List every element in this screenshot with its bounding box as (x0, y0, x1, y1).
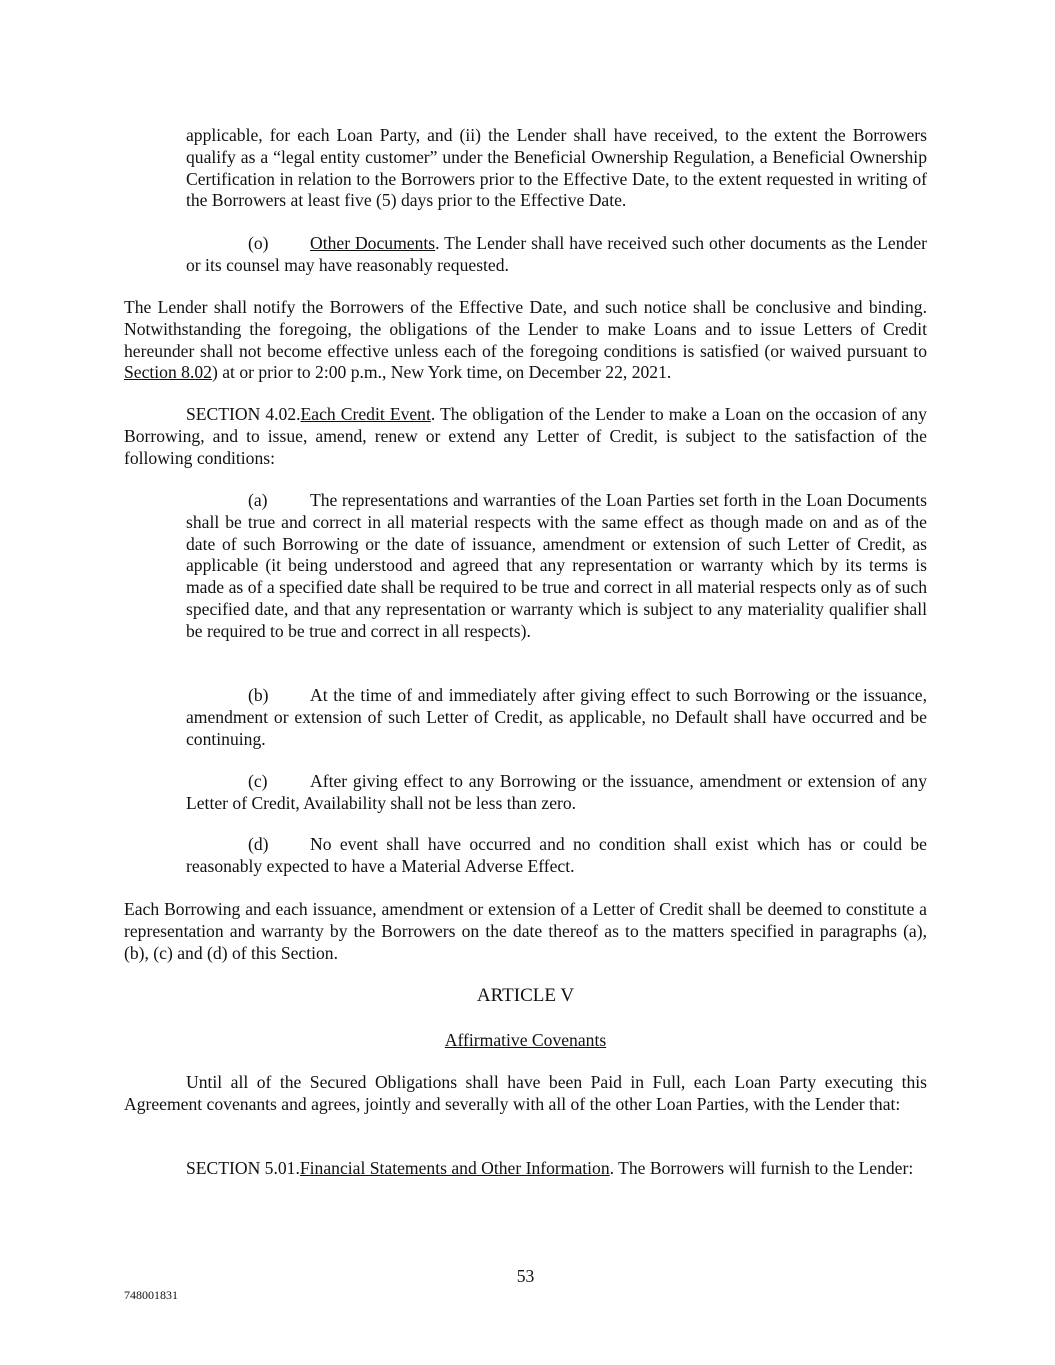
section-4-02-paragraph (124, 404, 927, 469)
condition-d-paragraph (186, 834, 927, 878)
condition-b-label: (b) (248, 685, 269, 705)
article-title: ARTICLE V (476, 985, 575, 1006)
article-subtitle (124, 1030, 927, 1052)
condition-d-text: No event shall have occurred and no condition shall exist which has or could be reasonably expected to have a Material Adverse Effect. (186, 834, 927, 876)
condition-b-paragraph (186, 685, 927, 750)
section-5-01-number: SECTION 5.01. (186, 1158, 300, 1178)
section-5-01-paragraph (124, 1158, 927, 1180)
condition-a-paragraph (186, 490, 927, 643)
document-id: 748001831 (124, 1288, 178, 1302)
section-4-02-title: Each Credit Event (300, 404, 431, 424)
item-o-label: (o) (248, 233, 269, 253)
each-borrowing-paragraph: Each Borrowing and each issuance, amendment or extension of a Letter of Credit shall be deemed to constitute a representation and warranty by the Borrowers on the date thereof as to the matters specified in paragraphs (a), (b), (c) and (d) of this Section. (124, 899, 927, 963)
continuation-paragraph: applicable, for each Loan Party, and (ii) the Lender shall have received, to the extent the Borrowers qualify as a “legal entity customer” under the Beneficial Ownership Regulation, a Beneficial Ownership Certification in relation to the Borrowers prior to the Effective Date, to the extent requested in writing of the Borrowers at least five (5) days prior to the Effective Date. (186, 125, 927, 211)
effective-date-paragraph (124, 297, 927, 384)
covenants-intro-paragraph: Until all of the Secured Obligations shall have been Paid in Full, each Loan Party executing this Agreement covenants and agrees, jointly and severally with all of the other Loan Parties, with the Lender that: (124, 1072, 927, 1114)
condition-d-label: (d) (248, 834, 269, 854)
article-subtitle-text: Affirmative Covenants (444, 1030, 607, 1050)
condition-a-text: The representations and warranties of the Loan Parties set forth in the Loan Documents shall be true and correct in all material respects with the same effect as though made on and as of the date of such Borrowing or the date of issuance, amendment or extension of such Letter of Credit, as applicable (it being understood and agreed that any representation or warranty which by its terms is made as of a specified date shall be required to be true and correct in all material respects only as of such specified date, and that any representation or warranty which is subject to any materiality qualifier shall be required to be true and correct in all respects). (186, 490, 927, 641)
condition-c-label: (c) (248, 771, 268, 791)
section-4-02-text: . The obligation of the Lender to make a Loan on the occasion of any Borrowing, and to issue, amend, renew or extend any Letter of Credit, is subject to the satisfaction of the following conditions: (124, 404, 927, 468)
condition-c-text: After giving effect to any Borrowing or the issuance, amendment or extension of any Letter of Credit, Availability shall not be less than zero. (186, 771, 927, 813)
page-number: 53 (516, 1266, 535, 1286)
section-5-01-title: Financial Statements and Other Information (299, 1158, 610, 1178)
section-8-02-ref: Section 8.02 (124, 362, 212, 383)
item-o-paragraph (186, 233, 927, 277)
condition-c-paragraph (186, 771, 927, 815)
condition-a-label: (a) (248, 490, 268, 510)
condition-b-text: At the time of and immediately after giving effect to such Borrowing or the issuance, amendment or extension of such Letter of Credit, as applicable, no Default shall have occurred and be continuing. (186, 685, 927, 749)
notify-text-2: ) at or prior to 2:00 p.m., New York time, on December 22, 2021. (211, 362, 672, 383)
notify-text-1: The Lender shall notify the Borrowers of the Effective Date, and such notice shall be conclusive and binding. Notwithstanding the foregoing, the obligations of the Lender to make Loans and to issue Letters of Credit hereunder shall not become effective unless each of the foregoing conditions is satisfied (or waived pursuant to (124, 297, 927, 361)
item-o-text: . The Lender shall have received such other documents as the Lender or its counsel may have reasonably requested. (186, 233, 927, 275)
section-5-01-text: . The Borrowers will furnish to the Lender: (609, 1158, 914, 1178)
item-o-title: Other Documents (310, 233, 436, 253)
section-4-02-number: SECTION 4.02. (186, 404, 301, 424)
